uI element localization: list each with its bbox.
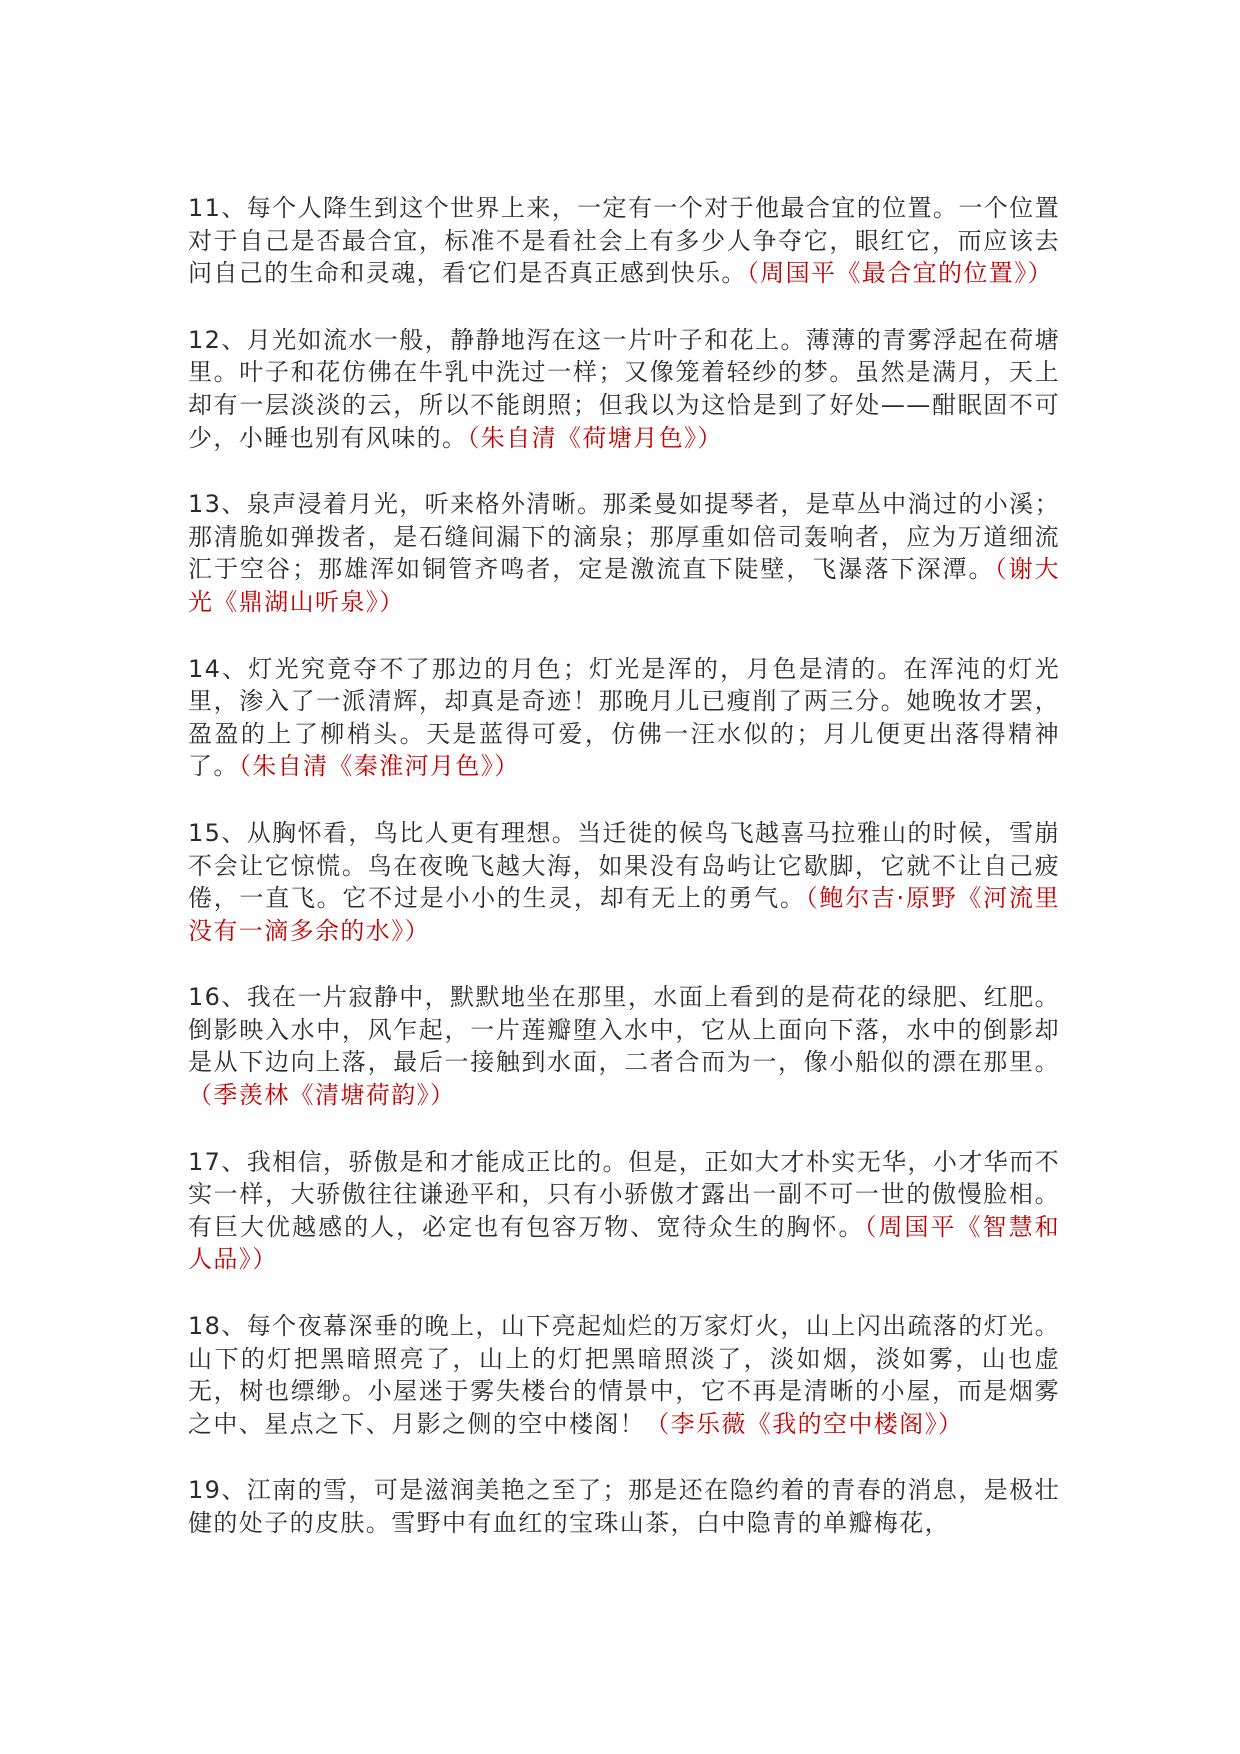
quote-source: （谢大光《鼎湖山听泉》） [188,555,1060,616]
quote-source: （朱自清《秦淮河月色》） [238,752,520,781]
quote-source: （周国平《智慧和人品》） [188,1212,1060,1274]
quote-source: （鲍尔吉·原野《河流里没有一滴多余的水》） [188,884,1060,945]
quote-entry-19 [188,1474,1060,1539]
quote-source: （李乐薇《我的空中楼阁》） [645,1409,964,1438]
quote-source: （朱自清《荷塘月色》） [467,423,723,452]
quote-entry-15 [188,817,1060,947]
quote-text: 17、我相信，骄傲是和才能成正比的。但是，正如大才朴实无华，小才华而不实一样，大骄傲往往谦逊平和，只有小骄傲才露出一副不可一世的傲慢脸相。有巨大优越感的人，必定也有包容万物、宽待众生的胸怀。 [188,1147,1060,1241]
quote-entry-17 [188,1146,1060,1276]
quote-source: （季羡林《清塘荷韵》） [188,1081,456,1110]
quote-text: 12、月光如流水一般，静静地泻在这一片叶子和花上。薄薄的青雾浮起在荷塘里。叶子和花仿佛在牛乳中洗过一样；又像笼着轻纱的梦。虽然是满月，天上却有一层淡淡的云，所以不能朗照；但我以为这恰是到了好处——酣眠固不可少，小睡也别有风味的。 [188,325,1060,452]
quote-entry-12 [188,324,1060,454]
quote-entry-18 [188,1310,1060,1440]
quote-text: 15、从胸怀看，鸟比人更有理想。当迁徙的候鸟飞越喜马拉雅山的时候，雪崩不会让它惊慌。鸟在夜晚飞越大海，如果没有岛屿让它歇脚，它就不让自己疲倦，一直飞。它不过是小小的生灵，却有无上的勇气。 [188,818,1060,913]
quote-entry-14 [188,653,1060,783]
quote-text: 16、我在一片寂静中，默默地坐在那里，水面上看到的是荷花的绿肥、红肥。倒影映入水中，风乍起，一片莲瓣堕入水中，它从上面向下落，水中的倒影却是从下边向上落，最后一接触到水面，二者合而为一，像小船似的漂在那里。 [188,983,1060,1077]
quote-entry-13 [188,488,1060,618]
quote-entry-11 [188,192,1060,290]
quote-text: 13、泉声浸着月光，听来格外清晰。那柔曼如提琴者，是草丛中淌过的小溪；那清脆如弹拨者，是石缝间漏下的滴泉；那厚重如倍司轰响者，应为万道细流汇于空谷；那雄浑如铜管齐鸣者，定是激流直下陡壁，飞瀑落下深潭。 [188,490,1060,584]
quote-source: （周国平《最合宜的位置》） [746,259,1054,288]
quote-text: 19、江南的雪，可是滋润美艳之至了；那是还在隐约着的青春的消息，是极壮健的处子的皮肤。雪野中有血红的宝珠山茶，白中隐青的单瓣梅花， [188,1476,1060,1537]
quote-entry-16 [188,981,1060,1111]
quote-text: 11、每个人降生到这个世界上来，一定有一个对于他最合宜的位置。一个位置对于自己是否最合宜，标准不是看社会上有多少人争夺它，眼红它，而应该去问自己的生命和灵魂，看它们是否真正感到快乐。 [188,194,1060,288]
quote-text: 14、灯光究竟夺不了那边的月色；灯光是浑的，月色是清的。在浑沌的灯光里，渗入了一派清辉，却真是奇迹！那晚月儿已瘦削了两三分。她晚妆才罢，盈盈的上了柳梢头。天是蓝得可爱，仿佛一汪水似的；月儿便更出落得精神了。 [188,654,1060,781]
quote-list [188,192,1060,1574]
quote-text: 18、每个夜幕深垂的晚上，山下亮起灿烂的万家灯火，山上闪出疏落的灯光。山下的灯把黑暗照亮了，山上的灯把黑暗照淡了，淡如烟，淡如雾，山也虚无，树也缥缈。小屋迷于雾失楼台的情景中，它不再是清晰的小屋，而是烟雾之中、星点之下、月影之侧的空中楼阁！ [188,1312,1060,1438]
